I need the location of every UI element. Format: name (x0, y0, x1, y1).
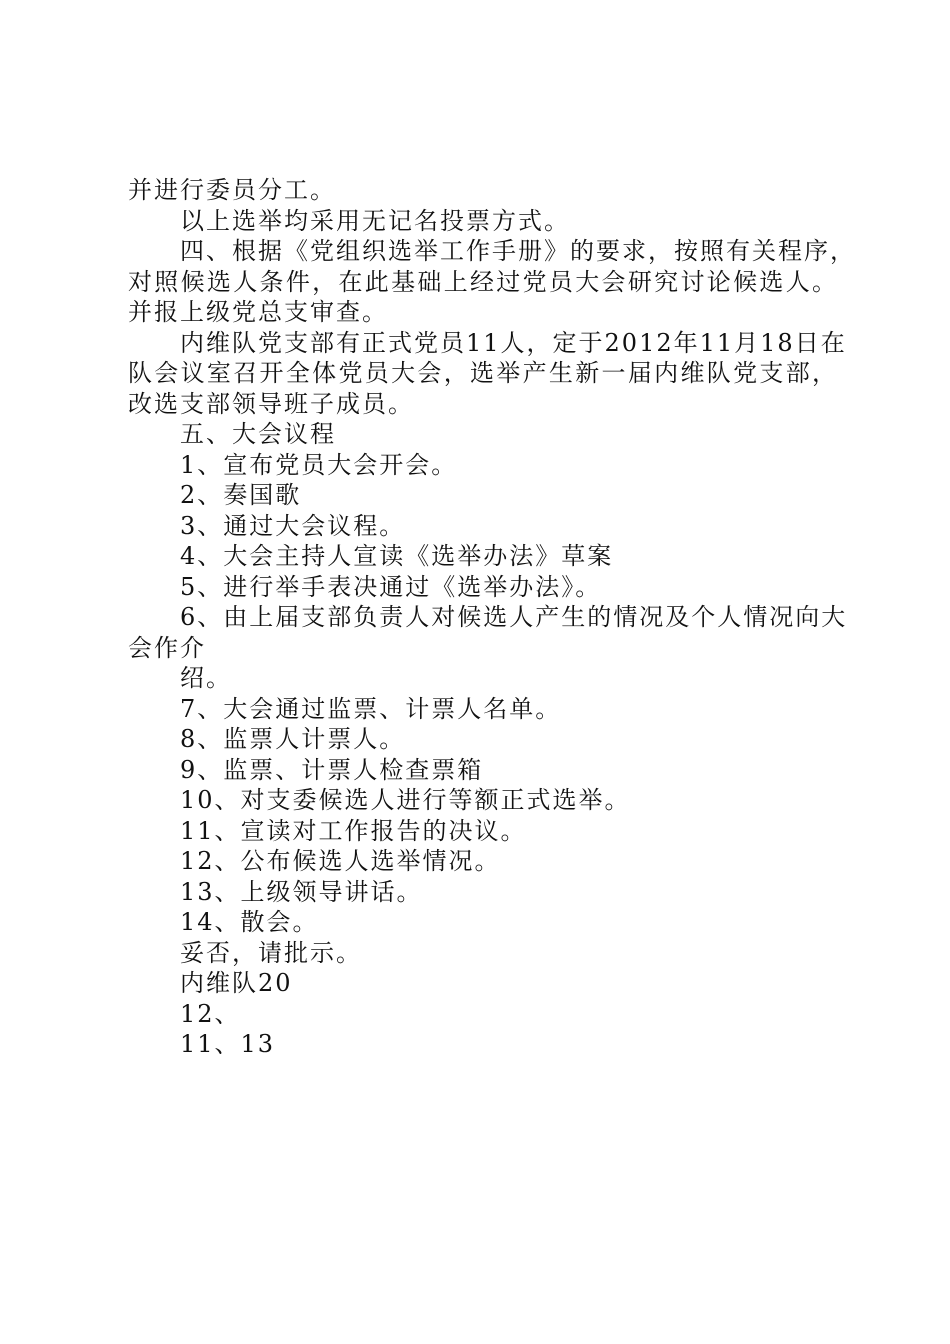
agenda-item: 10、对支委候选人进行等额正式选举。 (180, 786, 631, 814)
signature-line: 内维队20 (180, 969, 293, 997)
agenda-item: 5、进行举手表决通过《选举办法》。 (180, 572, 602, 601)
agenda-item: 9、监票、计票人检查票箱 (180, 755, 484, 784)
text-line: 改选支部领导班子成员。 (128, 389, 414, 418)
text-line: 对照候选人条件，在此基础上经过党员大会研究讨论候选人。 (128, 267, 838, 296)
agenda-item: 8、监票人计票人。 (180, 725, 406, 753)
text-line: 并报上级党总支审查。 (128, 298, 388, 326)
agenda-item: 3、通过大会议程。 (180, 511, 406, 540)
text-line: 并进行委员分工。 (128, 176, 336, 204)
text-line: 内维队党支部有正式党员11人，定于2012年11月18日在 (180, 328, 847, 357)
date-line: 12、 (180, 999, 241, 1028)
text-line: 四、根据《党组织选举工作手册》的要求，按照有关程序， (180, 237, 856, 265)
date-line: 11、13 (180, 1030, 276, 1058)
agenda-item: 13、上级领导讲话。 (180, 877, 423, 906)
text-line: 绍。 (180, 664, 232, 692)
agenda-item: 2、奏国歌 (180, 481, 302, 509)
agenda-item: 7、大会通过监票、计票人名单。 (180, 694, 562, 723)
text-line: 队会议室召开全体党员大会，选举产生新一届内维队党支部， (128, 359, 838, 387)
agenda-item: 1、宣布党员大会开会。 (180, 450, 458, 479)
agenda-item: 6、由上届支部负责人对候选人产生的情况及个人情况向大 (180, 603, 848, 631)
agenda-item: 4、大会主持人宣读《选举办法》草案 (180, 542, 614, 570)
text-line: 会作介 (128, 633, 206, 662)
agenda-item: 12、公布候选人选举情况。 (180, 847, 501, 875)
agenda-item: 14、散会。 (180, 908, 319, 936)
agenda-item: 11、宣读对工作报告的决议。 (180, 816, 527, 845)
section-heading: 五、大会议程 (180, 420, 336, 448)
text-line: 以上选举均采用无记名投票方式。 (180, 206, 570, 235)
closing-request: 妥否，请批示。 (180, 938, 362, 967)
document-body (128, 175, 856, 1060)
